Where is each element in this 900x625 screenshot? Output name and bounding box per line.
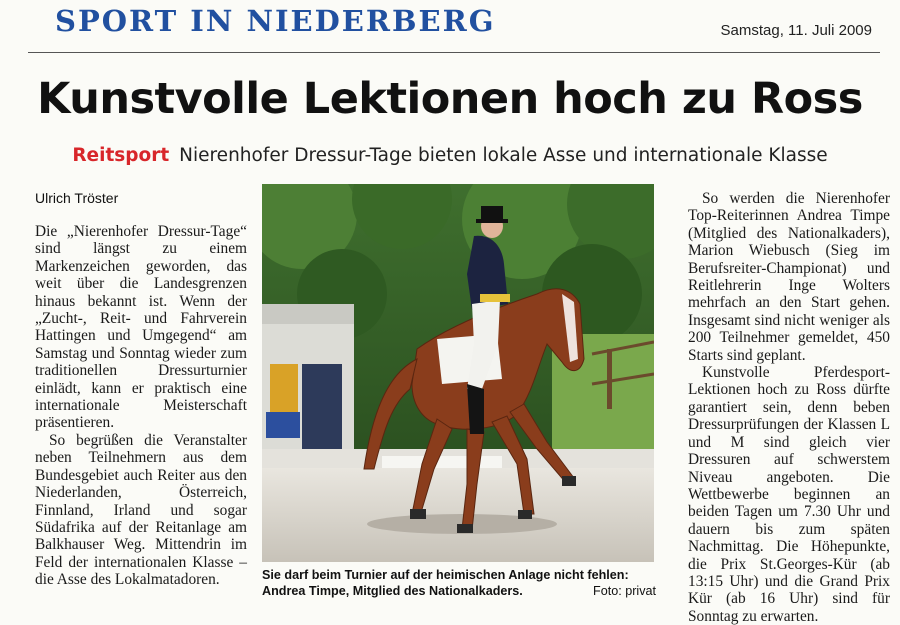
right-column xyxy=(688,190,890,625)
left-column xyxy=(35,223,247,589)
issue-date: Samstag, 11. Juli 2009 xyxy=(720,22,872,39)
author-byline: Ulrich Tröster xyxy=(35,190,119,206)
paragraph: So begrüßen die Veranstalter neben Teilnehmern aus dem Bundesgebiet auch Reiter aus den Niederlanden, Österreich, Finnland, Irland und sogar Südafrika auf der Reitanlage am Balkhauser Weg. Mittendrin im Feld der internationalen Klasse – die Asse des Lokalmatadoren. xyxy=(35,431,247,589)
paragraph: Kunstvolle Pferdesport-Lektionen hoch zu Ross dürfte garantiert sein, denn beben Dressurprüfungen der Klassen L und M sind gleich vier Dressuren auf schwerstem Niveau angeboten. Die Wettbewerbe beginnen an beiden Tagen um 7.30 Uhr und dauern bis zum späten Nachmittag. Die Höhepunkte, die Prix St.Georges-Kür (ab 13:15 Uhr) und die Grand Prix Kür (ab 16 Uhr) sind für Sonntag zu erwarten. xyxy=(688,364,890,625)
photo-caption xyxy=(262,567,656,599)
section-kicker: Reitsport xyxy=(72,145,170,166)
article-subheadline-line xyxy=(0,145,900,166)
paragraph: So werden die Nierenhofer Top-Reiterinnen Andrea Timpe (Mitglied des Nationalkaders), Marion Wiebusch (Sieg im Berufsreiter-Championat) und Reitlehrerin Inge Wolters mehrfach an den Start gehen. Insgesamt sind nicht weniger als 200 Teilnehmer gemeldet, 450 Starts sind geplant. xyxy=(688,190,890,364)
article-subheadline: Nierenhofer Dressur-Tage bieten lokale Asse und internationale Klasse xyxy=(179,145,828,166)
photo-credit: Foto: privat xyxy=(593,584,656,598)
caption-line: Sie darf beim Turnier auf der heimischen Anlage nicht fehlen: xyxy=(262,568,629,582)
masthead-rule xyxy=(28,52,880,53)
article-headline: Kunstvolle Lektionen hoch zu Ross xyxy=(37,74,863,124)
caption-line: Andrea Timpe, Mitglied des Nationalkaders. xyxy=(262,584,523,598)
masthead-title: SPORT IN NIEDERBERG xyxy=(55,4,496,38)
paragraph: Die „Nierenhofer Dressur-Tage“ sind längst zu einem Markenzeichen geworden, das weit über die Landesgrenzen hinaus bekannt ist. Wenn der „Zucht-, Reit- und Fahrverein Hattingen und Umgegend“ am Samstag und Sonntag wieder zum traditionellen Dressurturnier einlädt, kann er praktisch eine internationale Meisterschaft präsentieren. xyxy=(35,223,247,432)
dressage-rider-photo xyxy=(262,184,654,562)
article-photo xyxy=(262,184,654,562)
